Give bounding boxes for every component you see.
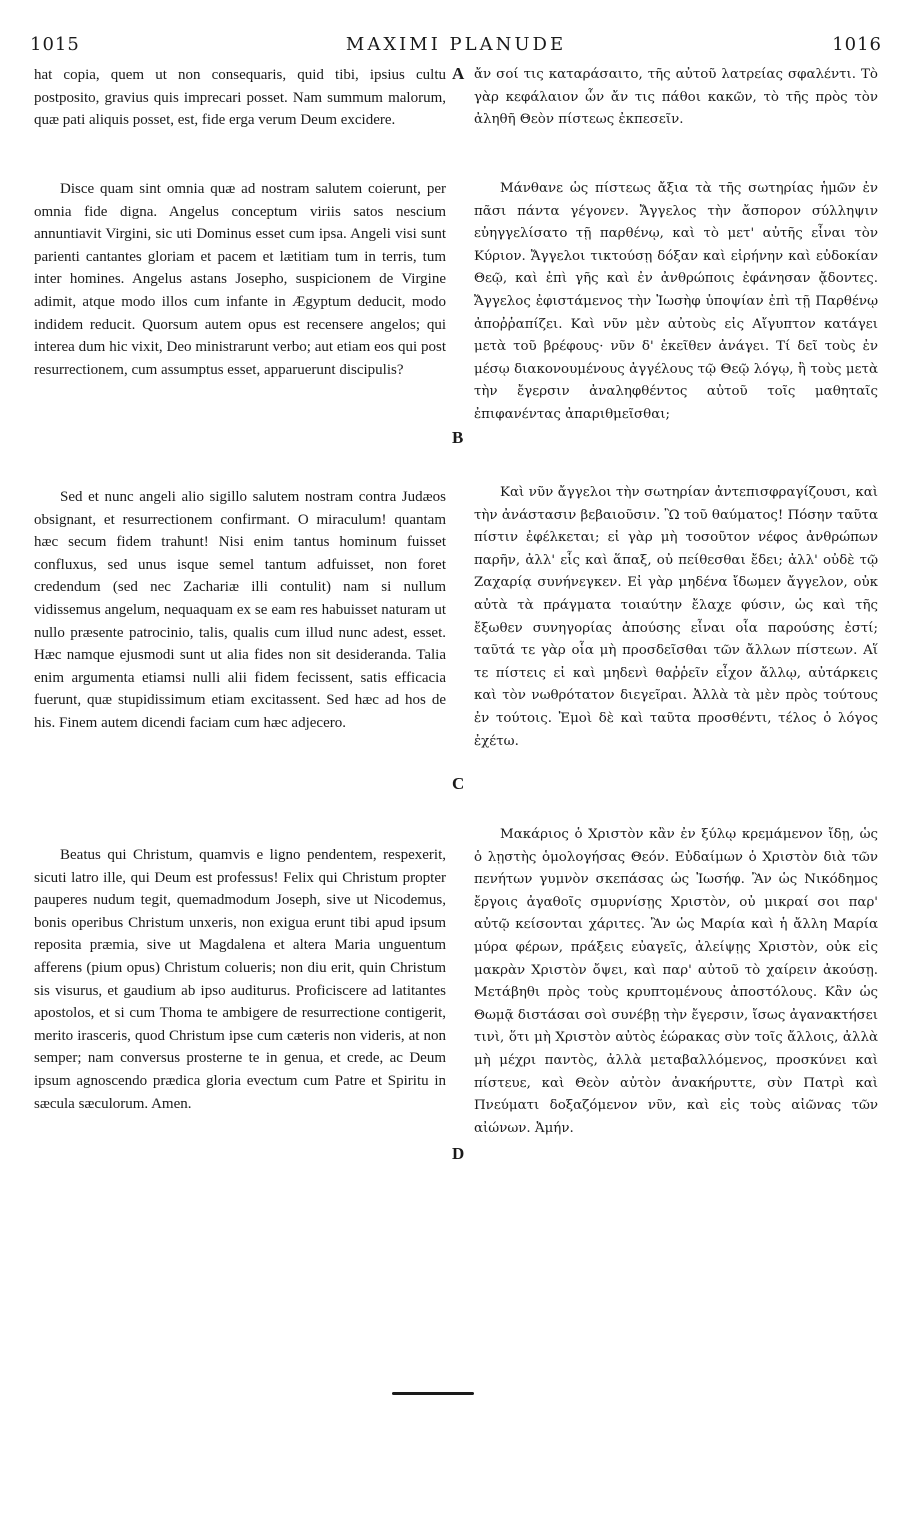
greek-paragraph-4: Μακάριος ὁ Χριστὸν κἂν ἐν ξύλῳ κρεμάμενον ἴδῃ, ὡς ὁ λῃστὴς ὁμολογήσας Θεόν. Εὐδαίμων ὁ Χριστὸν διὰ τῶν πενήτων γυμνὸν σκεπάσας ὡς Ἰωσήφ. Ἂν ὡς Νικόδημος ἔργοις ἀγαθοῖς σμυρνίσῃς Χριστὸν, οὐ μικραί σοι παρ' αὐτῷ κείσονται χάριτες. Ἂν ὡς Μαρία καὶ ἡ ἄλλη Μαρία μύρα φέρων, πράξεις εὐαγεῖς, ἀλείψῃς Χριστὸν, οὐκ εἰς μακρὰν Χριστὸν ὄψει, καὶ παρ' αὐτοῦ τὸ χαίρειν ἀκούσῃ. Μετάβηθι πρὸς τοὺς κρυπτομένους ἀποστόλους. Κἂν ὡς Θωμᾷ διστάσαι σοὶ συνέβῃ τὴν ἔγερσιν, ἴσως ἀγανακτήσει τινὶ, ὅτι μὴ Χριστὸν αὐτὸς ἑώρακας σὺν τοῖς ἄλλοις, ἀλλὰ μὴ μέχρι παντὸς, ἀλλὰ μεταβαλλόμενος, προσκύνει καὶ πίστευε, καὶ Θεὸν αὐτὸν ἀνακήρυττε, σὺν Πατρὶ καὶ Πνεύματι δοξαζόμενον νῦν, καὶ εἰς τοὺς αἰῶνας τῶν αἰώνων. Ἀμήν. — [474, 827, 878, 1136]
latin-paragraph-3: Sed et nunc angeli alio sigillo salutem nostram contra Judæos obsignant, et resurrectionem confirmant. O miraculum! quantam hæc secum fidem trahunt! Nisi enim tantus hominum fuisset confluxus, sed unus isque semel tantum adfuisset, non foret credendum (sed nec Zachariæ illi contulit) nam si nullum vidissemus angelum, nequaquam ex se eam res habuisset naturam ut nullo præsente patrocinio, talis, qualis cum illud nunc adest, esset. Hæc namque ejusmodi sunt ut alia fides non sit desideranda. Talia enim argumenta etiamsi nulli alii fidem fecissent, satis efficacia fuerunt, quæ stupidissimum etiam excitassent. Sed hæc ad hos de his. Finem autem dicendi faciam cum hæc adjecero. — [34, 489, 446, 731]
latin-paragraph-1: hat copia, quem ut non consequaris, quid tibi, ipsius cultu postposito, gravius quis imprecari posset. Nam summum malorum, quæ pati aliquis posset, est, fide erga verum Deum excidere. — [34, 67, 446, 129]
page-number-right: 1016 — [832, 34, 882, 55]
greek-paragraph-3: Καὶ νῦν ἄγγελοι τὴν σωτηρίαν ἀντεπισφραγίζουσι, καὶ τὴν ἀνάστασιν βεβαιοῦσιν. Ὢ τοῦ θαύματος! Πόσην ταῦτα πίστιν ἐφέλκεται; εἰ γὰρ μὴ τοσοῦτον νέφος ἀνθρώπων παρῆν, ἀλλ' εἷς καὶ ἅπαξ, οὐ πείθεσθαι ἔδει; ἀλλ' οὐδὲ τῷ Ζαχαρίᾳ συνήνεγκεν. Εἰ γὰρ μηδένα ἴδωμεν ἄγγελον, οὐκ αὐτὰ τὰ πράγματα τοιαύτην ἔλαχε φύσιν, ὡς καὶ τῆς ἔξωθεν συνηγορίας ἀπούσης εἶναι οἷα παρούσης ἐστί; ταῦτά τε γὰρ οἷα μὴ προσδεῖσθαι τῶν ἄλλων πίστεων. Αἵ τε πίστεις εἰ καὶ μηδενὶ θαῤῥεῖν εἶχον ἄλλῳ, αὐτάρκεις καὶ τὸν νωθρότατον διεγεῖραι. Ἀλλὰ τὰ μὲν πρὸς τούτους ἐν τούτοις. Ἐμοὶ δὲ καὶ ταῦτα προσθέντι, τέλος ὁ λόγος ἐχέτω. — [474, 485, 878, 749]
margin-marker-a: A — [452, 64, 465, 83]
margin-marker-d: D — [452, 1144, 465, 1163]
greek-column — [474, 64, 878, 1384]
running-header — [30, 34, 882, 60]
latin-column — [34, 64, 446, 1384]
greek-paragraph-2: Μάνθανε ὡς πίστεως ἄξια τὰ τῆς σωτηρίας ἡμῶν ἐν πᾶσι πάντα γέγονεν. Ἄγγελος τὴν ἄσπορον σύλληψιν εὐηγγελίσατο τῇ παρθένῳ, καὶ τὸ μετ' αὐτῆς εἶναι τὸν Κύριον. Ἄγγελοι τικτούσῃ δόξαν καὶ εἰρήνην καὶ εὐδοκίαν Θεῷ, καὶ ἐπὶ γῆς καὶ ἐν ἀνθρώποις ἐφάνησαν ᾄδοντες. Ἄγγελος ἐφιστάμενος τὴν Ἰωσὴφ ὑποψίαν ἐπὶ τῇ Παρθένῳ ἀποῤῥαπίζει. Καὶ νῦν μὲν αὐτοὺς εἰς Αἴγυπτον κατάγει μετὰ τοῦ βρέφους· νῦν δ' ἐκεῖθεν ἀνάγει. Τί δεῖ τοὺς ἐν μέσῳ διακονουμένους ἀγγέλους τῷ Θεῷ λόγῳ, ἢ τοὺς μετὰ τὴν ἔγερσιν ἀναληφθέντος αὐτοῦ τοῖς μαθηταῖς ἐπιφανέντας ἀπαριθμεῖσθαι; — [474, 181, 878, 422]
margin-marker-c: C — [452, 774, 465, 793]
page-number-left: 1015 — [30, 34, 80, 55]
running-title: MAXIMI PLANUDE — [345, 34, 567, 55]
end-rule — [392, 1392, 474, 1395]
latin-paragraph-4: Beatus qui Christum, quamvis e ligno pendentem, respexerit, sicuti latro ille, qui Deum est professus! Felix qui Christum propter pauperes nudum tegit, quemadmodum Joseph, sive ut Nicodemus, bonis operibus Christum unxeris, non exigua erunt tibi apud ipsum reposita præmia, sive ut Magdalena et altera Maria unguentum afferens (pium opus) Christum colueris; non diu erit, quin Christum sis visurus, et gaudium ab ipso auditurus. Proficiscere ad latitantes apostolos, et si cum Thoma te ambigere de resurrectione contigerit, merito irasceris, quod Christum ipse cum cæteris non videris, at non semper; nam conversus prosterne te in genua, et crede, ac Deum ipsum agnoscendo prædica gloria evectum cum Patre et Spiritu in sæcula sæculorum. Amen. — [34, 847, 446, 1112]
greek-paragraph-1: ἄν σοί τις καταράσαιτο, τῆς αὐτοῦ λατρείας σφαλέντι. Τὸ γὰρ κεφάλαιον ὧν ἄν τις πάθοι κακῶν, τὸ τῆς πρὸς τὸν ἀληθῆ Θεὸν πίστεως ἐκπεσεῖν. — [474, 67, 878, 128]
margin-marker-b: B — [452, 428, 464, 447]
latin-paragraph-2: Disce quam sint omnia quæ ad nostram salutem coierunt, per omnia fide digna. Angelus conceptum viriis satos nescium annuntiavit Virgini, sic uti Dominus esset cum ipsa. Angeli visi sunt parienti cantantes gloriam et pacem et lætitiam tum in terris, tum inter homines. Angelus astans Josepho, suspicionem de Virgine adimit, atque modo illos cum infante in Ægyptum deducit, modo indidem reducit. Quorsum autem opus est recensere angelos; qui interea dum hic vixit, Deo ministrarunt verbo; aut etiam eos qui post resurrectionem, cum assumptus esset, apparuerunt discipulis? — [34, 181, 446, 378]
